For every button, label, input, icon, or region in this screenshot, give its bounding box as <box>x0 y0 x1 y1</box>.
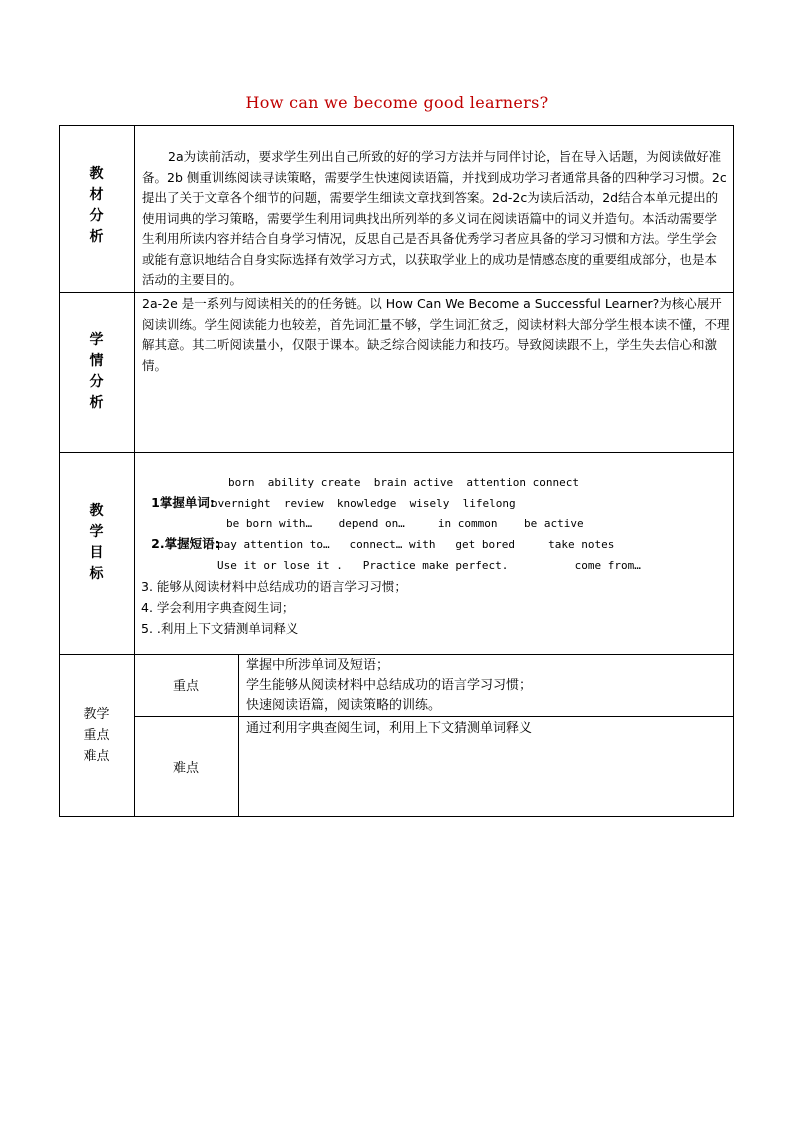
phrase-line: Use it or lose it . Practice make perfect. come from… <box>217 559 641 572</box>
label-char: 学 <box>89 332 104 348</box>
table-divider <box>59 292 734 293</box>
label-char: 教 <box>89 503 104 519</box>
label-char: 标 <box>89 566 104 582</box>
table-divider <box>134 716 734 717</box>
key-points-text <box>246 656 730 716</box>
label-char: 析 <box>89 395 104 411</box>
label-line: 教学 <box>83 707 110 722</box>
objective-item: 3. 能够从阅读材料中总结成功的语言学习习惯； <box>141 579 407 594</box>
phrase-line: pay attention to… connect… with get bored take notes <box>217 538 615 551</box>
label-char: 目 <box>89 545 104 561</box>
difficult-points-label: 难点 <box>172 761 199 776</box>
table-divider <box>134 125 135 817</box>
phrase-heading <box>141 514 220 552</box>
label-char: 教 <box>89 166 104 182</box>
key-point-line: 快速阅读语篇，阅读策略的训练。 <box>246 698 442 713</box>
vocab-line: overnight review knowledge wisely lifelong <box>211 497 516 510</box>
label-line: 难点 <box>83 749 110 764</box>
label-char: 分 <box>89 208 104 224</box>
student-analysis-label <box>59 330 134 414</box>
label-char: 学 <box>89 524 104 540</box>
teaching-objectives-label <box>59 501 134 585</box>
key-difficult-label <box>59 704 134 767</box>
label-char: 析 <box>89 229 104 245</box>
vocab-heading <box>141 473 215 511</box>
table-divider <box>59 654 734 655</box>
difficult-points-text: 通过利用字典查阅生词，利用上下文猜测单词释义 <box>246 721 533 736</box>
phrase-heading-text: 2.掌握短语: <box>151 536 220 551</box>
objective-item: 4. 学会利用字典查阅生词； <box>141 600 295 615</box>
student-analysis-text: 2a-2e 是一系列与阅读相关的的任务链。以 How Can We Become a Successful Learner?为核心展开阅读训练。学生阅读能力也较差，首先词汇量不够，学生词汇贫乏，阅读材料大部分学生根本读不懂，不理解其意。其二听阅读量小，仅限于课本。缺乏综合阅读能力和技巧。导致阅读跟不上，学生失去信心和激情。 <box>142 296 730 373</box>
label-line: 重点 <box>83 728 110 743</box>
textbook-analysis-text: 2a为读前活动，要求学生列出自己所致的好的学习方法并与同伴讨论，旨在导入话题，为阅读做好准备。2b 侧重训练阅读寻读策略，需要学生快速阅读语篇，并找到成功学习者通常具备的四种学习习惯。2c提出了关于文章各个细节的问题，需要学生细读文章找到答案。2d-2c为读后活动，2d结合本单元提出的使用词典的学习策略，需要学生利用词典找出所列举的多义词在阅读语篇中的词义并造句。本活动需要学生利用所读内容并结合自身学习情况，反思自己是否具备优秀学习者应具备的学习习惯和方法。学生学会或能有意识地结合自身实际选择有效学习方式，以获取学业上的成功是情感态度的重要组成部分，也是本活动的主要目的。 <box>142 149 727 287</box>
key-point-line: 学生能够从阅读材料中总结成功的语言学习习惯； <box>246 678 533 693</box>
key-points-label: 重点 <box>172 679 199 694</box>
table-divider <box>238 654 239 817</box>
page-title: How can we become good learners? <box>245 93 549 112</box>
objective-item: 5. .利用上下文猜测单词释义 <box>141 621 299 636</box>
textbook-analysis-label <box>59 164 134 248</box>
key-point-line: 掌握中所涉单词及短语； <box>246 658 390 673</box>
vocab-line: born ability create brain active attention connect <box>228 476 579 489</box>
label-char: 材 <box>89 187 104 203</box>
label-char: 分 <box>89 374 104 390</box>
label-char: 情 <box>89 353 104 369</box>
table-divider <box>59 452 734 453</box>
vocab-heading-text: 1掌握单词: <box>151 495 215 510</box>
phrase-line: be born with… depend on… in common be active <box>226 517 584 530</box>
